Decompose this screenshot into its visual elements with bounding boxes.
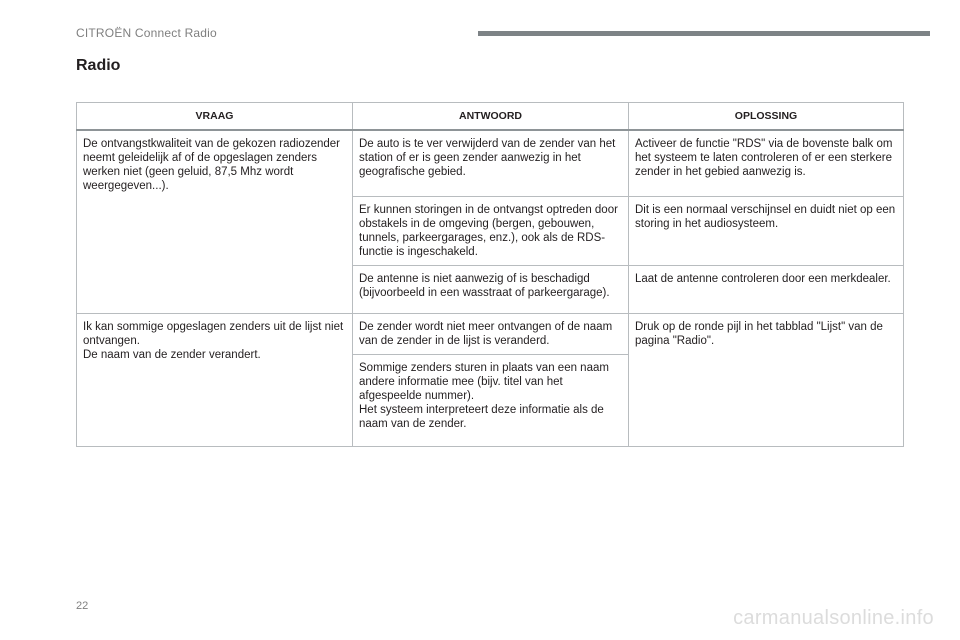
watermark: carmanualsonline.info [733, 607, 934, 629]
column-header-vraag: VRAAG [77, 103, 353, 131]
column-header-antwoord: ANTWOORD [353, 103, 629, 131]
table-row [77, 130, 904, 196]
antwoord-cell: Sommige zenders sturen in plaats van een naam andere informatie mee (bijv. titel van het afgespeelde nummer). Het systeem interpreteert deze informatie als de naam van de zender. [353, 354, 629, 446]
vraag-cell: Ik kan sommige opgeslagen zenders uit de lijst niet ontvangen. De naam van de zender verandert. [77, 313, 353, 446]
oplossing-cell: Activeer de functie "RDS" via de bovenste balk om het systeem te laten controleren of er een sterkere zender in het gebied aanwezig is. [629, 130, 904, 196]
header-bar [478, 31, 930, 36]
oplossing-cell: Dit is een normaal verschijnsel en duidt niet op een storing in het audiosysteem. [629, 196, 904, 265]
page-number: 22 [76, 600, 89, 612]
antwoord-cell: De zender wordt niet meer ontvangen of de naam van de zender in de lijst is veranderd. [353, 313, 629, 354]
table-header-row [77, 103, 904, 131]
antwoord-cell: De antenne is niet aanwezig of is beschadigd (bijvoorbeeld in een wasstraat of parkeergarage). [353, 265, 629, 313]
antwoord-cell: Er kunnen storingen in de ontvangst optreden door obstakels in de omgeving (bergen, gebouwen, tunnels, parkeergarages, enz.), ook als de RDS-functie is ingeschakeld. [353, 196, 629, 265]
oplossing-cell: Laat de antenne controleren door een merkdealer. [629, 265, 904, 313]
header-title: CITROËN Connect Radio [76, 26, 217, 40]
oplossing-cell: Druk op de ronde pijl in het tabblad "Lijst" van de pagina "Radio". [629, 313, 904, 446]
column-header-oplossing: OPLOSSING [629, 103, 904, 131]
table-row [77, 313, 904, 354]
faq-table [76, 102, 904, 447]
antwoord-cell: De auto is te ver verwijderd van de zender van het station of er is geen zender aanwezig in het geografische gebied. [353, 130, 629, 196]
vraag-cell: De ontvangstkwaliteit van de gekozen radiozender neemt geleidelijk af of de opgeslagen zenders werken niet (geen geluid, 87,5 Mhz wordt weergegeven...). [77, 130, 353, 313]
section-title: Radio [76, 57, 121, 74]
